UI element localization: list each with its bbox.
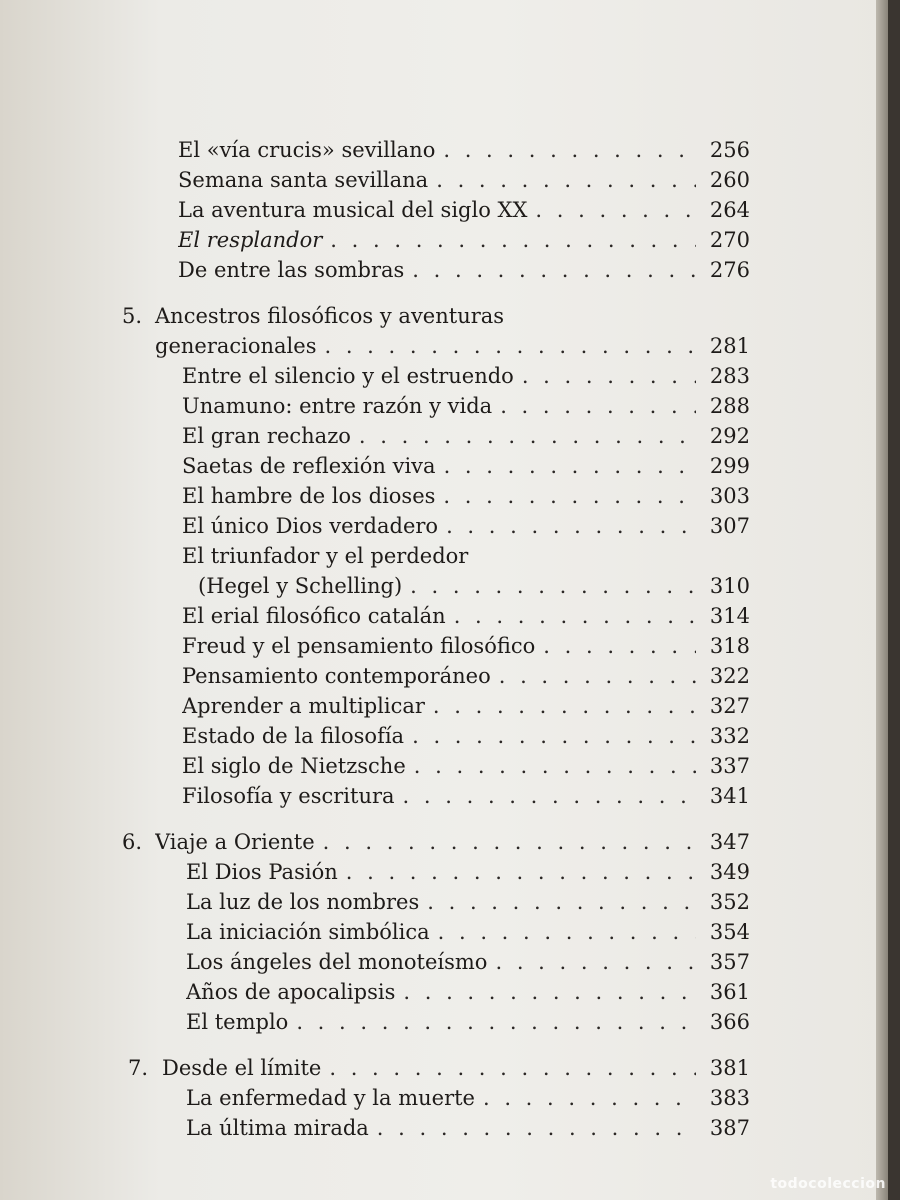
toc-entry xyxy=(186,950,750,980)
section-title: Ancestros filosóficos y aventuras xyxy=(155,304,505,328)
leader-dots xyxy=(403,980,696,1004)
toc-entry-title: Aprender a multiplicar xyxy=(182,694,425,718)
toc-entry-page: 276 xyxy=(709,258,750,282)
toc-entry xyxy=(178,258,750,288)
section-number: 5. xyxy=(122,304,143,328)
leader-dots xyxy=(535,198,696,222)
leader-dots xyxy=(499,664,696,688)
leader-dots xyxy=(427,890,696,914)
toc-entry xyxy=(178,198,750,228)
leader-dots xyxy=(329,1056,696,1080)
leader-dots xyxy=(346,860,696,884)
toc-entry-page: 349 xyxy=(709,860,750,884)
toc-entry-title: La enfermedad y la muerte xyxy=(186,1086,475,1110)
toc-entry xyxy=(186,1010,750,1040)
toc-entry xyxy=(182,694,750,724)
toc-entry-page: 366 xyxy=(709,1010,750,1034)
toc-entry-title: El erial filosófico catalán xyxy=(182,604,446,628)
section-page: 381 xyxy=(709,1056,750,1080)
section-heading xyxy=(155,334,750,364)
leader-dots xyxy=(495,950,696,974)
toc-entry-page: 256 xyxy=(709,138,750,162)
toc-entry-page: 260 xyxy=(709,168,750,192)
leader-dots xyxy=(377,1116,696,1140)
section-title: Viaje a Oriente xyxy=(155,830,315,854)
toc-entry-page: 354 xyxy=(709,920,750,944)
leader-dots xyxy=(414,754,696,778)
leader-dots xyxy=(324,334,696,358)
leader-dots xyxy=(443,138,696,162)
toc-entry-title: Los ángeles del monoteísmo xyxy=(186,950,488,974)
toc-entry xyxy=(182,724,750,754)
toc-entry xyxy=(182,484,750,514)
toc-entry-title: Entre el silencio y el estruendo xyxy=(182,364,514,388)
toc-entry-title-line2: (Hegel y Schelling) xyxy=(198,574,403,598)
watermark: todocoleccion xyxy=(770,1176,886,1192)
toc-entry xyxy=(182,634,750,664)
toc-entry-title: La iniciación simbólica xyxy=(186,920,430,944)
toc-entry xyxy=(178,228,750,258)
toc-entry-title: Años de apocalipsis xyxy=(186,980,396,1004)
page-edge xyxy=(876,0,888,1200)
toc-entry-title: El triunfador y el perdedor xyxy=(182,544,469,568)
toc-entry xyxy=(178,138,750,168)
toc-entry-title: Saetas de reflexión viva xyxy=(182,454,436,478)
leader-dots xyxy=(522,364,696,388)
toc-entry-page: 387 xyxy=(709,1116,750,1140)
toc-entry xyxy=(186,860,750,890)
toc-entry xyxy=(198,574,750,604)
leader-dots xyxy=(543,634,696,658)
leader-dots xyxy=(500,394,696,418)
toc-entry-page: 337 xyxy=(709,754,750,778)
section-title: Desde el límite xyxy=(162,1056,322,1080)
toc-entry xyxy=(182,664,750,694)
leader-dots xyxy=(403,784,696,808)
toc-entry xyxy=(182,364,750,394)
toc-entry-page: 310 xyxy=(709,574,750,598)
toc-entry xyxy=(182,394,750,424)
toc-entry-page: 288 xyxy=(709,394,750,418)
toc-entry xyxy=(186,1116,750,1146)
toc-entry xyxy=(182,514,750,544)
toc-entry xyxy=(182,604,750,634)
toc-entry xyxy=(178,168,750,198)
leader-dots xyxy=(483,1086,696,1110)
toc-entry-page: 318 xyxy=(709,634,750,658)
toc-entry-title: El gran rechazo xyxy=(182,424,351,448)
toc-entry-page: 357 xyxy=(709,950,750,974)
toc-entry xyxy=(182,454,750,484)
toc-entry-page: 341 xyxy=(709,784,750,808)
toc-entry-page: 361 xyxy=(709,980,750,1004)
toc-entry-title: De entre las sombras xyxy=(178,258,405,282)
leader-dots xyxy=(330,228,696,252)
toc-entry-page: 303 xyxy=(709,484,750,508)
leader-dots xyxy=(433,694,696,718)
toc-entry-title: El siglo de Nietzsche xyxy=(182,754,406,778)
leader-dots xyxy=(438,920,696,944)
section-number: 7. xyxy=(128,1056,149,1080)
toc-entry xyxy=(186,920,750,950)
leader-dots xyxy=(412,724,696,748)
toc-entry-title: El hambre de los dioses xyxy=(182,484,436,508)
leader-dots xyxy=(444,454,696,478)
toc-entry-page: 332 xyxy=(709,724,750,748)
section-number: 6. xyxy=(122,830,143,854)
toc-entry-page: 299 xyxy=(709,454,750,478)
toc-entry-title: La luz de los nombres xyxy=(186,890,420,914)
toc-entry-page: 292 xyxy=(709,424,750,448)
toc-entry-title: La última mirada xyxy=(186,1116,369,1140)
leader-dots xyxy=(412,258,696,282)
leader-dots xyxy=(454,604,696,628)
toc-entry-page: 352 xyxy=(709,890,750,914)
toc-entry xyxy=(186,980,750,1010)
toc-entry-title: El único Dios verdadero xyxy=(182,514,439,538)
toc-entry-page: 283 xyxy=(709,364,750,388)
toc-entry xyxy=(182,424,750,454)
toc-entry-page: 314 xyxy=(709,604,750,628)
toc-entry-title: El resplandor xyxy=(178,228,323,252)
toc-entry xyxy=(186,1086,750,1116)
toc-entry-page: 270 xyxy=(709,228,750,252)
toc-entry xyxy=(182,754,750,784)
section-page: 281 xyxy=(709,334,750,358)
toc-entry-title: El «vía crucis» sevillano xyxy=(178,138,436,162)
toc-entry xyxy=(186,890,750,920)
section-page: 347 xyxy=(709,830,750,854)
section-heading xyxy=(162,1056,750,1086)
section-heading xyxy=(155,830,750,860)
toc-entry-title: El templo xyxy=(186,1010,289,1034)
leader-dots xyxy=(359,424,696,448)
toc-entry-title: Filosofía y escritura xyxy=(182,784,395,808)
toc-entry-title: Semana santa sevillana xyxy=(178,168,429,192)
leader-dots xyxy=(410,574,696,598)
leader-dots xyxy=(446,514,696,538)
leader-dots xyxy=(443,484,696,508)
leader-dots xyxy=(436,168,696,192)
toc-entry xyxy=(182,784,750,814)
toc-entry-page: 264 xyxy=(709,198,750,222)
toc-entry-title: Pensamiento contemporáneo xyxy=(182,664,491,688)
toc-entry-title: Unamuno: entre razón y vida xyxy=(182,394,493,418)
toc-entry-page: 322 xyxy=(709,664,750,688)
toc-entry-title: Freud y el pensamiento filosófico xyxy=(182,634,536,658)
toc-entry-title: El Dios Pasión xyxy=(186,860,338,884)
toc-entry-page: 307 xyxy=(709,514,750,538)
leader-dots xyxy=(323,830,696,854)
toc-entry-page: 383 xyxy=(709,1086,750,1110)
toc-entry-title: Estado de la filosofía xyxy=(182,724,405,748)
toc-entry-page: 327 xyxy=(709,694,750,718)
section-title-line2: generacionales xyxy=(155,334,317,358)
leader-dots xyxy=(296,1010,696,1034)
toc-entry-title: La aventura musical del siglo XX xyxy=(178,198,528,222)
